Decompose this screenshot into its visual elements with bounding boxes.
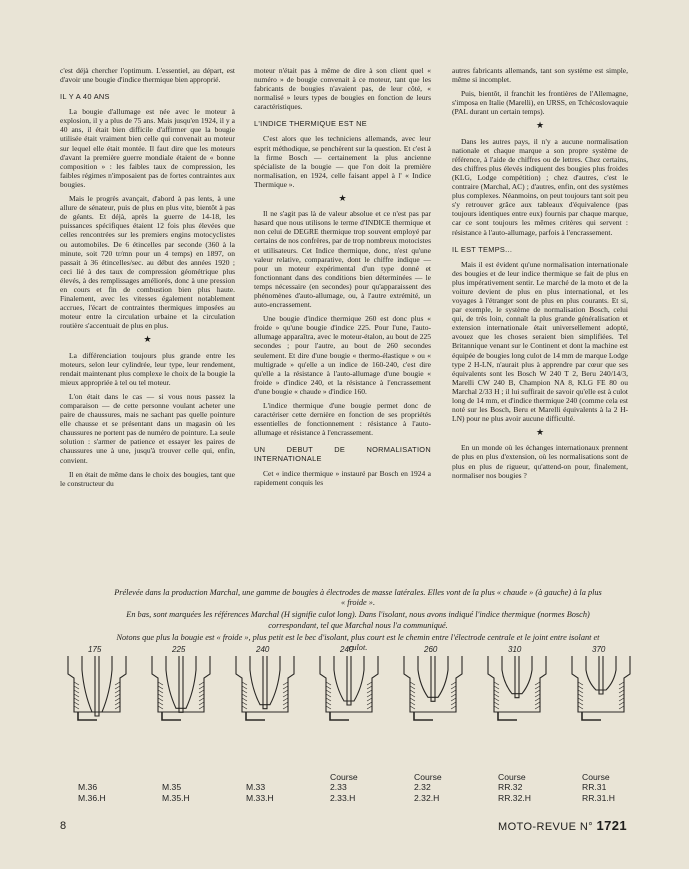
thread-line — [578, 702, 583, 705]
paragraph: L'indice thermique d'une bougie permet donc de caractériser cette dernière en fonction de ses propriétés essentielles de fonctionnement : résistance à l'auto-allumage et résistance à l'encrassement. — [254, 401, 431, 438]
paragraph: La bougie d'allumage est née avec le moteur à explosion, il y a plus de 75 ans. Mais jusqu'en 1924, il y a 40 ans, il était bien difficile d'affirmer que la bougie utilisée était vraiment bien celle qui convenait au moteur sur lequel elle était montée. Il faut dire que les moteurs d'avant la première guerre mondiale étaient de « bonne composition » : les faibles taux de compression, les faibles régimes n'imposaient pas de fortes contraintes aux bougies. — [60, 107, 235, 189]
plug-ground-electrode — [414, 712, 433, 720]
thread-line — [367, 682, 372, 685]
plug-reference-line: 2.33 — [330, 782, 347, 793]
thread-line — [326, 686, 331, 689]
issue-label: N° — [579, 821, 593, 833]
plug-ground-electrode — [582, 712, 601, 720]
thread-line — [115, 690, 120, 693]
star-separator: ★ — [535, 427, 545, 438]
thread-line — [326, 706, 331, 709]
thread-line — [283, 706, 288, 709]
thread-line — [367, 694, 372, 697]
plug-insulator — [82, 656, 112, 712]
thread-line — [242, 706, 247, 709]
thread-line — [199, 706, 204, 709]
plug-reference-line: RR.31.H — [582, 792, 615, 803]
column-3 — [452, 66, 628, 485]
thread-line — [326, 702, 331, 705]
caption-line: En bas, sont marquées les références Marchal (H signifie culot long). Dans l'isolant, nous avons indiqué l'indice thermique (normes Bosch) correspondant, tel que Marchal nous l'a communiqué. — [126, 610, 590, 630]
plug-reference-line: 2.32.H — [414, 792, 440, 803]
thread-line — [494, 690, 499, 693]
thread-line — [74, 706, 79, 709]
paragraph: Mais le progrès avançait, d'abord à pas lents, à une allure de sénateur, puis de plus en plus vite, bientôt à pas de géants. Et déjà, après la guerre de 14-18, les puissances spécifiques étaient 12 fois plus élevées que celles rencontrées sur les premiers engins motocyclistes ou automobiles. De 6 étincelles par seconde (360 à la minute, soit 720 tr/mn pour un 4 temps) en 1897, on passait à 36 étincelles/sec. au début des années 1920 ; ceci lié à des taux de compression géométrique plus élevés, à des remplissages améliorés, donc à une pression en cours et fin de combustion bien plus haute. Finalement, avec les vitesses également notablement accrues, l'écart de contraintes thermiques imposées au moteur entre la circulation urbaine et la circulation routière s'accentuait de plus en plus. — [60, 194, 235, 331]
thread-line — [451, 686, 456, 689]
thread-line — [535, 682, 540, 685]
thread-line — [410, 702, 415, 705]
thread-line — [74, 698, 79, 701]
thread-line — [367, 686, 372, 689]
thread-line — [451, 702, 456, 705]
thread-line — [367, 698, 372, 701]
thread-line — [451, 690, 456, 693]
thread-line — [535, 702, 540, 705]
thermal-index-label: 240 — [340, 645, 354, 654]
plug-reference-line — [162, 772, 190, 782]
paragraph: Cet « indice thermique » instauré par Bosch en 1924 a rapidement conquis les — [254, 469, 431, 488]
plug-center-electrode — [431, 656, 435, 701]
plug-center-electrode — [263, 656, 267, 709]
plug-reference — [330, 772, 358, 803]
caption-line: Prélevée dans la production Marchal, une gamme de bougies à électrodes de masse latérales. Elles vont de la plus « chaude » (à gauche) à la plus « froide ». — [114, 588, 602, 608]
thread-line — [578, 706, 583, 709]
paragraph: moteur n'était pas à même de dire à son client quel « numéro » de bougie convenait à ce moteur, tant que les fabricants de bougies n'avaient pas, de leur côté, « normalisé » leurs types de bougies en fonction de leurs caractéristiques. — [254, 66, 431, 112]
plug-reference — [498, 772, 531, 803]
issue-number: 1721 — [596, 818, 627, 833]
plug-insulator — [166, 656, 196, 708]
paragraph: c'est déjà chercher l'optimum. L'essentiel, au départ, est d'avoir une bougie d'indice thermique bien approprié. — [60, 66, 235, 85]
thermal-index-label: 175 — [88, 645, 102, 654]
paragraph: Puis, bientôt, il franchit les frontières de l'Allemagne, s'imposa en Italie (Marelli), en URSS, en Tchécoslovaquie (PAL durant un certain temps). — [452, 89, 628, 117]
spark-plug-3 — [236, 656, 294, 720]
thread-line — [326, 682, 331, 685]
thread-line — [158, 706, 163, 709]
spark-plug-illustration — [60, 645, 650, 803]
thermal-index-label: 225 — [172, 645, 186, 654]
plug-center-electrode — [95, 656, 99, 716]
page-number: 8 — [60, 820, 67, 832]
thread-line — [74, 690, 79, 693]
plug-center-electrode — [179, 656, 183, 712]
thread-line — [283, 702, 288, 705]
figure-caption — [113, 588, 606, 655]
paragraph: autres fabricants allemands, tant son système est simple, même si incomplet. — [452, 66, 628, 85]
plug-reference-line: M.33 — [246, 782, 266, 793]
plug-reference-line: RR.31 — [582, 782, 607, 793]
plug-insulator — [502, 656, 532, 694]
plug-insulator — [418, 656, 448, 697]
thread-line — [578, 682, 583, 685]
thread-line — [158, 694, 163, 697]
paragraph: Il ne s'agit pas là de valeur absolue et ce n'est pas par hasard que nous utilisons le terme d'INDICE thermique et non celui de DEGRE thermique trop souvent employé par certains de nos confrères, par de trop nombreux motocistes et utilisateurs. Cet Indice thermique, donc, n'est qu'une valeur relative, comparative, dont le chiffre indique — pour un moteur expérimental d'un type donné et fonctionnant dans des conditions bien déterminées — le temps nécessaire (en secondes) pour qu'apparaissent des phénomènes d'auto-allumage, ou, à l'autre extrémité, un auto-encrassement. — [254, 209, 431, 310]
thread-line — [74, 682, 79, 685]
plug-reference-line: RR.32 — [498, 782, 523, 793]
magazine-name: MOTO-REVUE — [498, 821, 577, 833]
thread-line — [535, 686, 540, 689]
spark-plug-2 — [152, 656, 210, 720]
star-separator: ★ — [143, 334, 152, 345]
thread-line — [410, 690, 415, 693]
plug-reference-line: M.36.H — [78, 792, 106, 803]
thread-line — [242, 694, 247, 697]
thread-line — [619, 686, 624, 689]
thermal-index-label: 240 — [256, 645, 270, 654]
plug-insulator — [334, 656, 364, 701]
thread-line — [115, 702, 120, 705]
thread-line — [74, 694, 79, 697]
thread-line — [242, 690, 247, 693]
magazine-footer — [498, 818, 627, 833]
thread-line — [242, 698, 247, 701]
plug-insulator — [586, 656, 616, 690]
thread-line — [199, 698, 204, 701]
plug-ground-electrode — [246, 712, 265, 720]
thread-line — [199, 694, 204, 697]
thread-line — [494, 702, 499, 705]
section-heading: L'INDICE THERMIQUE EST NE — [254, 119, 367, 129]
section-heading: IL Y A 40 ANS — [60, 92, 110, 102]
plug-reference — [582, 772, 615, 803]
plug-reference-line: M.35 — [162, 782, 182, 793]
thread-line — [367, 702, 372, 705]
paragraph: Dans les autres pays, il n'y a aucune normalisation nationale et chaque marque a son propre système de référence, à l'aide de chiffres ou de lettres. Chez certains, des chiffres plus élevés indiquent des bougies plus froides (KLG, Lodge compétition) ; chez d'autres, c'est le contraire (Marchal, AC) ; d'autres, enfin, ont des systèmes plus complexes. Néanmoins, on peut toujours tant soit peu s'y retrouver grâce aux tableaux d'équivalence (pas toujours identiques entre eux) fournis par chaque marque, car ce sont toujours les mêmes critères qui servent : résistance à l'auto-allumage, parfois à l'encrassement. — [452, 136, 628, 237]
thread-line — [242, 686, 247, 689]
paragraph: En un monde où les échanges internationaux prennent de plus en plus d'extension, où les normalisations sont de plus en plus de rigueur, qu'attend-on pour, finalement, normaliser nos bougies ? — [452, 443, 628, 480]
thread-line — [158, 682, 163, 685]
spark-plug-5 — [404, 656, 462, 720]
thread-line — [115, 694, 120, 697]
plug-ground-electrode — [498, 712, 517, 720]
thread-line — [494, 686, 499, 689]
plug-center-electrode — [347, 656, 351, 705]
thread-line — [158, 686, 163, 689]
paragraph: Il en était de même dans le choix des bougies, tant que le constructeur du — [60, 469, 235, 488]
thread-line — [367, 706, 372, 709]
thread-line — [74, 686, 79, 689]
thread-line — [326, 694, 331, 697]
plug-reference — [414, 772, 442, 803]
plug-reference-line: M.36 — [78, 782, 98, 793]
thread-line — [578, 698, 583, 701]
thread-line — [242, 702, 247, 705]
thread-line — [451, 694, 456, 697]
thread-line — [410, 706, 415, 709]
thread-line — [367, 690, 372, 693]
thread-line — [619, 694, 624, 697]
plug-reference-line: Course — [582, 772, 610, 782]
thread-line — [158, 702, 163, 705]
thermal-index-label: 370 — [592, 645, 606, 654]
thread-line — [451, 706, 456, 709]
section-heading: IL EST TEMPS... — [452, 244, 513, 254]
plug-reference-line — [78, 772, 106, 782]
plug-ground-electrode — [330, 712, 349, 720]
star-separator: ★ — [535, 120, 545, 131]
thread-line — [494, 706, 499, 709]
thread-line — [283, 694, 288, 697]
thread-line — [451, 698, 456, 701]
caption-line: Notons que plus la bougie est « froide », plus petit est le bec d'isolant, plus court est le chemin entre l'électrode centrale et le joint entre isolant et culot. — [116, 632, 600, 653]
thread-line — [619, 682, 624, 685]
thermal-index-label: 260 — [424, 645, 438, 654]
thread-line — [283, 682, 288, 685]
thread-line — [535, 698, 540, 701]
thread-line — [494, 682, 499, 685]
plug-reference-line: 2.32 — [414, 782, 431, 793]
plug-ground-electrode — [162, 712, 181, 720]
plug-reference-line: M.35.H — [162, 792, 190, 803]
thread-line — [283, 686, 288, 689]
thread-line — [494, 698, 499, 701]
thread-line — [578, 690, 583, 693]
plug-reference-line: Course — [414, 772, 442, 782]
thread-line — [115, 682, 120, 685]
thread-line — [578, 694, 583, 697]
section-heading: UN DEBUT DE NORMALISATION INTERNATIONALE — [254, 445, 431, 464]
thread-line — [326, 698, 331, 701]
thread-line — [158, 698, 163, 701]
spark-plug-6 — [488, 656, 546, 720]
paragraph: Mais il est évident qu'une normalisation internationale des bougies et de leur indice thermique se fait de plus en plus impérativement sentir. Le marché de la moto et de la voiture devient de plus en plus international, et les voyages à l'étranger sont de plus en plus courants. Et si, par exemple, le système de normalisation Bosch, celui qui, de très loin, connaît la plus grande généralisation et extension internationale était universellement adopté, avouez que les choses seraient bien simplifiées. Tel Britannique venant sur le Continent et dont la machine est équipée de bougies long culot de 14 mm de marque Lodge type 2 H-LN, n'aurait plus à apprendre par cœur que ses équivalents sont les Bosch W 240 T 2, Beru 240/14/3, Marelli CW 240 B, Champion NA 8, KLG FE 80 ou Marchal 2/33 H ; il lui suffirait de savoir qu'elle est à culot long de 14 mm, et d'indice thermique 240 (comme cela est noté sur les Bosch, Beru et Marelli équivalents à la 2 H-LN) pour ne plus avoir aucune difficulté. — [452, 259, 628, 424]
thread-line — [199, 702, 204, 705]
plug-reference-line: Course — [498, 772, 526, 782]
plug-insulator — [250, 656, 280, 705]
thermal-index-label: 310 — [508, 645, 522, 654]
plug-reference-line — [246, 772, 274, 782]
thread-line — [535, 706, 540, 709]
thread-line — [158, 690, 163, 693]
plug-reference-line: M.33.H — [246, 792, 274, 803]
plug-reference-line: Course — [330, 772, 358, 782]
spark-plug-1 — [68, 656, 126, 720]
thread-line — [410, 694, 415, 697]
plug-reference — [246, 772, 274, 803]
star-separator: ★ — [338, 193, 347, 204]
thread-line — [199, 682, 204, 685]
thread-line — [115, 706, 120, 709]
thread-line — [326, 690, 331, 693]
thread-line — [199, 690, 204, 693]
thread-line — [619, 690, 624, 693]
thread-line — [242, 682, 247, 685]
plug-reference — [78, 772, 106, 803]
thread-line — [74, 702, 79, 705]
paragraph: C'est alors que les techniciens allemands, avec leur esprit méthodique, se penchèrent sur la question. Et c'est à la firme Bosch — certainement la plus ancienne spécialiste de la bougie — que l'on doit la première normalisation, en 1924, celle faisant appel à l' « Indice Thermique ». — [254, 134, 431, 189]
thread-line — [619, 706, 624, 709]
thread-line — [619, 698, 624, 701]
spark-plug-4 — [320, 656, 378, 720]
column-1 — [60, 66, 235, 493]
spark-plug-7 — [572, 656, 630, 720]
spark-plug-drawings — [60, 654, 650, 754]
plug-ground-electrode — [78, 712, 97, 720]
thread-line — [283, 690, 288, 693]
thread-line — [199, 686, 204, 689]
paragraph: L'on était dans le cas — si vous nous passez la comparaison — de cette personne voulant acheter une paire de chaussures, mais ne sachant pas quelle pointure elle chausse et se présentant dans un magasin où les chaussures ne portent pas de numéro de pointure. La seule solution : s'armer de patience et essayer les paires de chaussures une à une, jusqu'à trouver celle qui, enfin, convient. — [60, 391, 235, 465]
plug-reference — [162, 772, 190, 803]
thread-line — [535, 694, 540, 697]
thread-line — [115, 686, 120, 689]
plug-reference-line: 2.33.H — [330, 792, 356, 803]
thread-line — [494, 694, 499, 697]
plug-center-electrode — [515, 656, 519, 698]
column-2 — [254, 66, 431, 493]
thread-line — [410, 686, 415, 689]
thread-line — [115, 698, 120, 701]
thread-line — [578, 686, 583, 689]
thread-line — [535, 690, 540, 693]
paragraph: La différenciation toujours plus grande entre les moteurs, selon leur cylindrée, leur type, leur rendement, rendait maintenant plus complexe le choix de la bougie la mieux appropriée à tel ou tel moteur. — [60, 350, 235, 387]
thread-line — [410, 698, 415, 701]
paragraph: Une bougie d'indice thermique 260 est donc plus « froide » qu'une bougie d'indice 225. Pour l'une, l'auto-allumage apparaîtra, avec le moteur-étalon, au bout de 225 secondes ; pour l'autre, au bout de 260 secondes seulement. Et dire d'une bougie « thermo-élastique » ou « multigrade » qu'elle a un indice de 160-240, c'est dire qu'elle a la résistance à l'auto-allumage d'une bougie « froide » d'indice 240, et la résistance à l'encrassement d'une bougie « chaude » d'indice 160. — [254, 314, 431, 396]
thread-line — [410, 682, 415, 685]
plug-center-electrode — [599, 656, 603, 694]
thread-line — [283, 698, 288, 701]
thread-line — [451, 682, 456, 685]
plug-reference-line: RR.32.H — [498, 792, 531, 803]
thread-line — [619, 702, 624, 705]
